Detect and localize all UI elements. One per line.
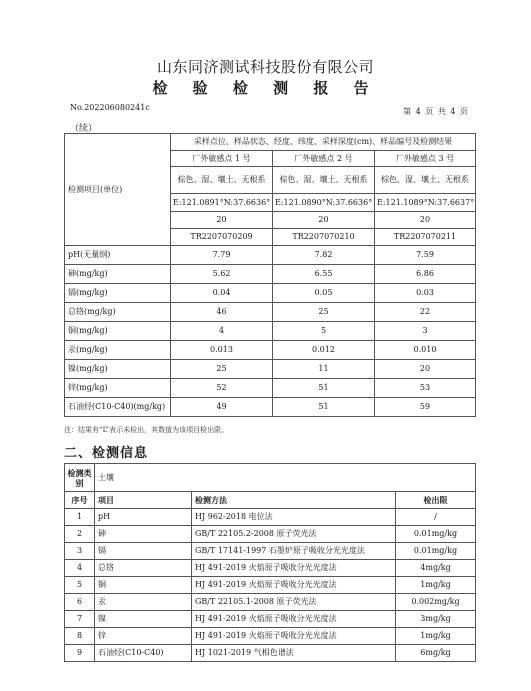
- category-label: 检测类别: [65, 464, 95, 492]
- row-no: 5: [65, 577, 95, 594]
- table-row: [65, 611, 476, 628]
- row-item: 铜(mg/kg): [65, 322, 171, 341]
- row-no: 6: [65, 594, 95, 611]
- table-row: [65, 594, 476, 611]
- row-item: 镉: [95, 543, 192, 560]
- row-item: pH(无量纲): [65, 246, 171, 265]
- row-value: 22: [375, 303, 476, 322]
- continued-label: （续）: [70, 124, 98, 134]
- row-item: 砷(mg/kg): [65, 265, 171, 284]
- row-value: 0.013: [171, 341, 273, 360]
- point-2: 厂外敏感点 2 号: [273, 151, 375, 167]
- coord-2: E:121.0890°N:37.6636°: [273, 194, 375, 212]
- row-method: GB/T 22105.2-2008 原子荧光法: [192, 526, 396, 543]
- row-value: 0.012: [273, 341, 375, 360]
- row-item: 锌: [95, 628, 192, 645]
- method-table: [64, 463, 476, 662]
- row-limit: 0.01mg/kg: [396, 543, 476, 560]
- row-no: 1: [65, 509, 95, 526]
- row-method: HJ 491-2019 火焰原子吸收分光光度法: [192, 611, 396, 628]
- coord-1: E:121.0891°N:37.6636°: [171, 194, 273, 212]
- row-value: 20: [375, 360, 476, 379]
- report-title: 检 验 检 测 报 告: [152, 79, 379, 97]
- sample-id-2: TR2207070210: [273, 229, 375, 246]
- row-value: 11: [273, 360, 375, 379]
- row-value: 49: [171, 398, 273, 417]
- row-value: 3: [375, 322, 476, 341]
- row-limit: 0.002mg/kg: [396, 594, 476, 611]
- row-value: 0.04: [171, 284, 273, 303]
- category-value: 土壤: [95, 464, 476, 492]
- row-item: 铜: [95, 577, 192, 594]
- row-limit: 6mg/kg: [396, 645, 476, 662]
- row-value: 5: [273, 322, 375, 341]
- row-value: 6.86: [375, 265, 476, 284]
- row-item: 石油烃(C10-C40): [95, 645, 192, 662]
- coord-3: E:121.1089°N:37.6637°: [375, 194, 476, 212]
- sample-id-3: TR2207070211: [375, 229, 476, 246]
- company-name: 山东同济测试科技股份有限公司: [156, 58, 374, 76]
- row-limit: 4mg/kg: [396, 560, 476, 577]
- row-value: 6.55: [273, 265, 375, 284]
- sample-state: 棕色、湿、壤土、无根系: [375, 167, 476, 194]
- section-title: 二、检测信息: [64, 446, 149, 461]
- depth-2: 20: [273, 212, 375, 229]
- table-row: [65, 645, 476, 662]
- sample-state: 棕色、湿、壤土、无根系: [273, 167, 375, 194]
- row-no: 4: [65, 560, 95, 577]
- sample-id-1: TR2207070209: [171, 229, 273, 246]
- row-value: 0.03: [375, 284, 476, 303]
- row-method: HJ 1021-2019 气相色谱法: [192, 645, 396, 662]
- col-header-no: 序号: [65, 492, 95, 509]
- depth-1: 20: [171, 212, 273, 229]
- row-item: 锌(mg/kg): [65, 379, 171, 398]
- row-no: 7: [65, 611, 95, 628]
- row-method: GB/T 17141-1997 石墨炉原子吸收分光光度法: [192, 543, 396, 560]
- report-number: No.202206080241c: [70, 103, 150, 112]
- row-item: 总铬(mg/kg): [65, 303, 171, 322]
- results-table: [64, 133, 476, 417]
- item-header: 检测项目(单位): [65, 134, 171, 246]
- row-limit: 0.01mg/kg: [396, 526, 476, 543]
- row-item: pH: [95, 509, 192, 526]
- row-value: 52: [171, 379, 273, 398]
- row-method: GB/T 22105.1-2008 原子荧光法: [192, 594, 396, 611]
- row-item: 汞: [95, 594, 192, 611]
- row-value: 53: [375, 379, 476, 398]
- table-note: 注：结果有“L”表示未检出，其数值为该项目检出限。: [64, 426, 229, 434]
- row-value: 25: [273, 303, 375, 322]
- row-item: 镉(mg/kg): [65, 284, 171, 303]
- row-value: 4: [171, 322, 273, 341]
- table-row: [65, 509, 476, 526]
- row-value: 7.59: [375, 246, 476, 265]
- row-no: 2: [65, 526, 95, 543]
- row-method: HJ 962-2018 电位法: [192, 509, 396, 526]
- page-indicator: 第 4 页 共 4 页: [403, 107, 469, 116]
- row-value: 51: [273, 379, 375, 398]
- row-value: 7.82: [273, 246, 375, 265]
- row-item: 总铬: [95, 560, 192, 577]
- row-no: 8: [65, 628, 95, 645]
- row-value: 46: [171, 303, 273, 322]
- col-header-method: 检测方法: [192, 492, 396, 509]
- row-item: 汞(mg/kg): [65, 341, 171, 360]
- row-value: 0.05: [273, 284, 375, 303]
- table-row: [65, 577, 476, 594]
- table-row: [65, 543, 476, 560]
- row-limit: 1mg/kg: [396, 577, 476, 594]
- table-row: [65, 628, 476, 645]
- row-item: 镍: [95, 611, 192, 628]
- table-row: [65, 560, 476, 577]
- row-no: 9: [65, 645, 95, 662]
- row-value: 51: [273, 398, 375, 417]
- point-1: 厂外敏感点 1 号: [171, 151, 273, 167]
- row-value: 0.010: [375, 341, 476, 360]
- row-value: 59: [375, 398, 476, 417]
- row-limit: /: [396, 509, 476, 526]
- info-header: 采样点位、样品状态、经度、纬度、采样深度(cm)、样品编号及检测结果: [171, 134, 476, 151]
- point-3: 厂外敏感点 3 号: [375, 151, 476, 167]
- row-value: 7.79: [171, 246, 273, 265]
- row-limit: 3mg/kg: [396, 611, 476, 628]
- row-item: 石油烃(C10-C40)(mg/kg): [65, 398, 171, 417]
- row-item: 镍(mg/kg): [65, 360, 171, 379]
- sample-state: 棕色、湿、壤土、无根系: [171, 167, 273, 194]
- row-value: 25: [171, 360, 273, 379]
- row-method: HJ 491-2019 火焰原子吸收分光光度法: [192, 577, 396, 594]
- row-limit: 1mg/kg: [396, 628, 476, 645]
- col-header-limit: 检出限: [396, 492, 476, 509]
- row-method: HJ 491-2019 火焰原子吸收分光光度法: [192, 560, 396, 577]
- col-header-item: 项目: [95, 492, 192, 509]
- row-item: 砷: [95, 526, 192, 543]
- row-value: 5.62: [171, 265, 273, 284]
- depth-3: 20: [375, 212, 476, 229]
- row-no: 3: [65, 543, 95, 560]
- table-row: [65, 526, 476, 543]
- row-method: HJ 491-2019 火焰原子吸收分光光度法: [192, 628, 396, 645]
